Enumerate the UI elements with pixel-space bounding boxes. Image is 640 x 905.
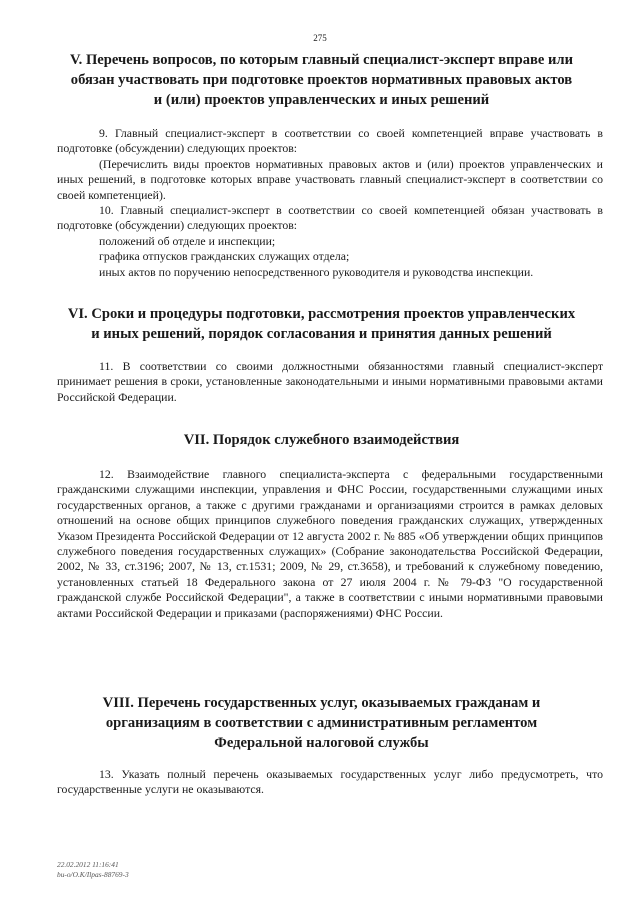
section-8-title-line: Федеральной налоговой службы (214, 735, 429, 751)
footer-stamp-date: 22.02.2012 11:16:41 (57, 860, 119, 869)
section-6-title (40, 304, 603, 344)
section-5-title-line: обязан участвовать при подготовке проектов нормативных правовых актов (70, 72, 573, 88)
paragraph-12: 12. Взаимодействие главного специалиста-эксперта с федеральными государственными гражданскими служащими инспекции, управления и ФНС России, государственными служащими иных государственных органов, а также с другими гражданами и организациями строится в рамках деловых отношений на основе общих принципов служебного поведения гражданских служащих, утвержденных Указом Президента Российской Федерации от 12 августа 2002 г. № 885 «Об утверждении общих принципов служебного поведения государственных служащих» (Собрание законодательства Российской Федерации, 2002, № 33, ст.3196; 2007, № 13, ст.1531; 2009, № 29, ст.3658), и требований к служебному поведению, установленных статьей 18 Федерального закона от 27 июля 2004 г. № 79-ФЗ "О государственной гражданской службе Российской Федерации", а также в соответствии с иными нормативными правовыми актами Российской Федерации и приказами (распоряжениями) ФНС России. (57, 467, 603, 620)
page-number: 275 (313, 33, 327, 43)
footer-stamp (57, 860, 129, 879)
section-8-title (40, 693, 603, 753)
section-5-body (57, 126, 603, 280)
section-7-body (57, 467, 603, 621)
section-6-body (57, 359, 603, 405)
section-6-title-line: VI. Сроки и процедуры подготовки, рассмотрения проектов управленческих (67, 306, 576, 322)
section-5-title-line: и (или) проектов управленческих и иных решений (153, 92, 490, 108)
list-item: графика отпусков гражданских служащих отдела; (99, 249, 350, 264)
section-5-title-line: V. Перечень вопросов, по которым главный специалист-эксперт вправе или (69, 52, 574, 68)
footer-stamp-code: bu-o/O.K/Ilpas-88769-3 (57, 869, 129, 879)
paragraph-9-note: (Перечислить виды проектов нормативных правовых актов и (или) проектов управленческих и иных решений, в подготовке которых вправе участвовать главный специалист-эксперт в соответствии со своей компетенцией). (57, 156, 603, 202)
section-6-title-line: и иных решений, порядок согласования и принятия данных решений (91, 326, 552, 342)
section-7-title: VII. Порядок служебного взаимодействия (183, 432, 460, 448)
paragraph-11: 11. В соответствии со своими должностными обязанностями главный специалист-эксперт принимает решения в сроки, установленные законодательными и иными нормативными правовыми актами Российской Федерации. (57, 359, 603, 404)
list-item: иных актов по поручению непосредственного руководителя и руководства инспекции. (99, 264, 534, 279)
section-5-title (40, 50, 603, 110)
list-item: положений об отделе и инспекции; (99, 233, 276, 248)
section-8-body (57, 767, 603, 798)
section-8-title-line: VIII. Перечень государственных услуг, оказываемых гражданам и (102, 695, 541, 711)
section-8-title-line: организациям в соответствии с административным регламентом (105, 715, 538, 731)
paragraph-10: 10. Главный специалист-эксперт в соответствии со своей компетенцией обязан участвовать в подготовке (обсуждении) следующих проектов: (57, 203, 603, 233)
paragraph-9: 9. Главный специалист-эксперт в соответствии со своей компетенцией вправе участвовать в подготовке (обсуждении) следующих проектов: (57, 126, 603, 156)
paragraph-13: 13. Указать полный перечень оказываемых государственных услуг либо предусмотреть, что государственные услуги не оказываются. (57, 767, 603, 797)
